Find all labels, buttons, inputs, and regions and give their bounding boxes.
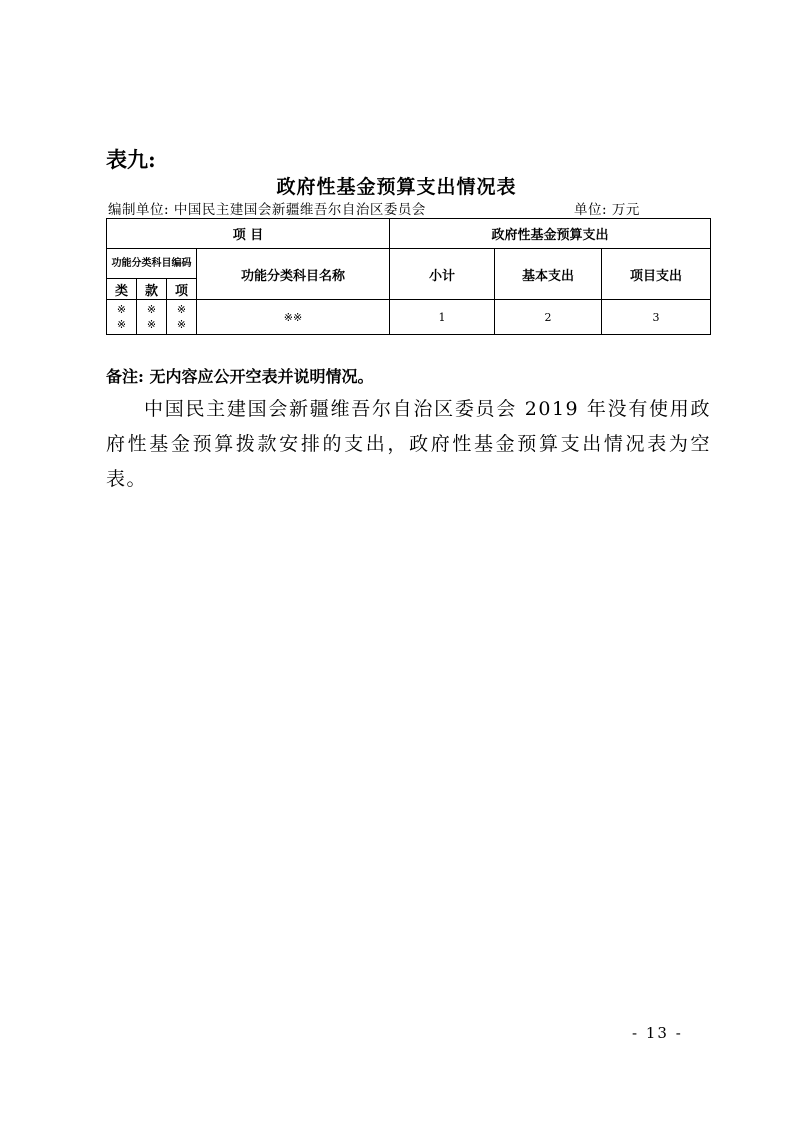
currency-unit: 单位: 万元 <box>574 202 640 218</box>
section-label: 表九: <box>106 147 156 172</box>
project-expenditure-header-cell: 项目支出 <box>602 249 711 300</box>
budget-expenditure-table <box>106 218 711 335</box>
compiling-unit: 编制单位: 中国民主建国会新疆维吾尔自治区委员会 <box>108 202 426 218</box>
budget-header-cell: 政府性基金预算支出 <box>390 219 711 249</box>
subtotal-index-cell: 1 <box>390 300 495 335</box>
note-paragraph: 中国民主建国会新疆维吾尔自治区委员会 2019 年没有使用政府性基金预算拨款安排的支出，政府性基金预算支出情况表为空表。 <box>106 398 711 490</box>
section-col-header: 款 <box>137 279 167 300</box>
subtotal-header-cell: 小计 <box>390 249 495 300</box>
item-col-header: 项 <box>167 279 197 300</box>
category-col-header: 类 <box>107 279 137 300</box>
project-expenditure-index-cell: 3 <box>602 300 711 335</box>
code-header-cell: 功能分类科目编码 <box>107 249 197 279</box>
project-header-cell: 项 目 <box>107 219 390 249</box>
document-title: 政府性基金预算支出情况表 <box>276 176 517 198</box>
category-symbol-cell: ※ ※ <box>107 300 137 335</box>
name-symbol-cell: ※※ <box>197 300 390 335</box>
note-label: 备注: 无内容应公开空表并说明情况。 <box>106 367 374 386</box>
basic-expenditure-index-cell: 2 <box>495 300 602 335</box>
name-header-cell: 功能分类科目名称 <box>197 249 390 300</box>
section-symbol-cell: ※ ※ <box>137 300 167 335</box>
item-symbol-cell: ※ ※ <box>167 300 197 335</box>
page-number: - 13 - <box>632 1024 683 1042</box>
basic-expenditure-header-cell: 基本支出 <box>495 249 602 300</box>
